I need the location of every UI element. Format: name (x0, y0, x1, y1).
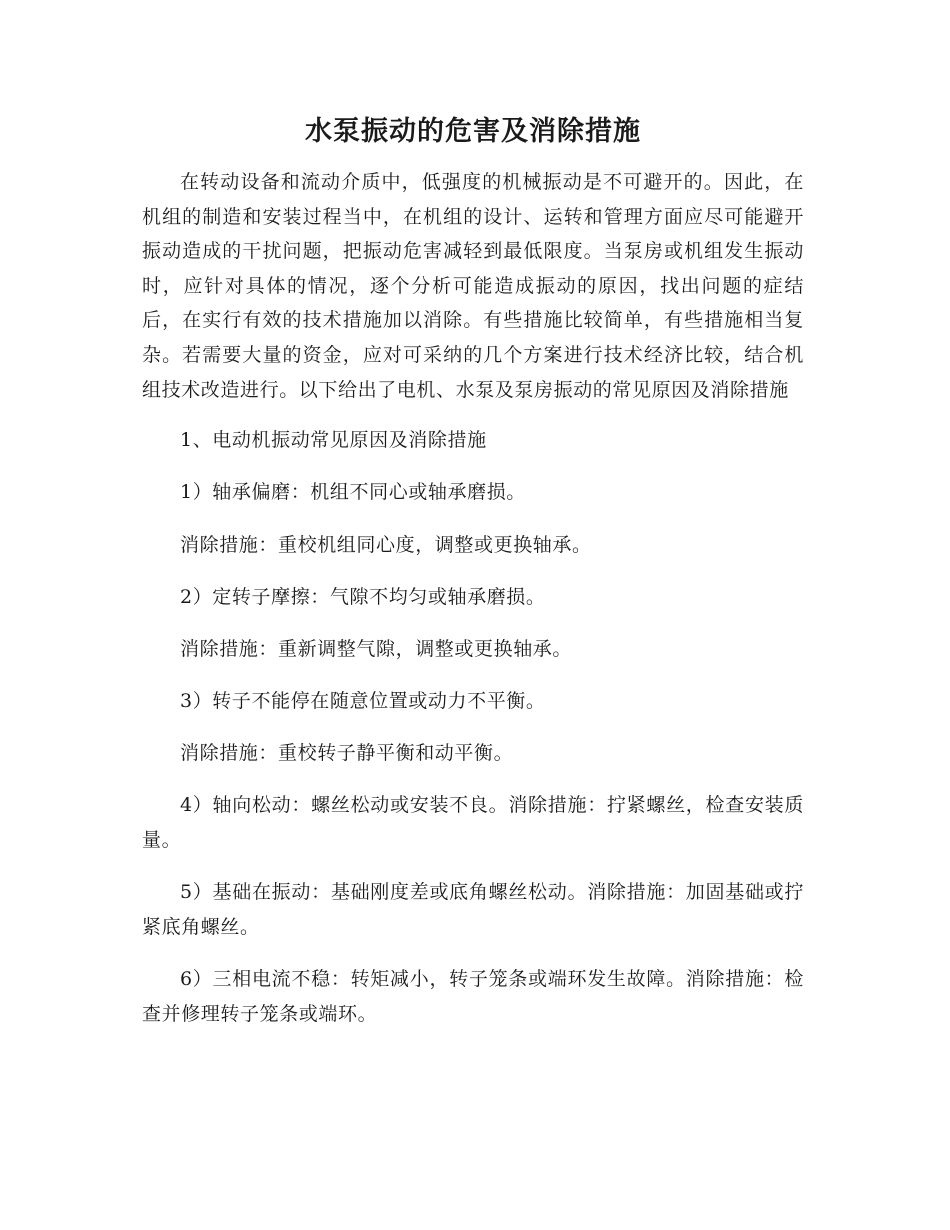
cause-item-1: 1）轴承偏磨：机组不同心或轴承磨损。 (180, 481, 526, 504)
cause-remedy-item-4: 4）轴向松动：螺丝松动或安装不良。消除措施：拧紧螺丝，检查安装质量。 (142, 794, 804, 852)
cause-item-3: 3）转子不能停在随意位置或动力不平衡。 (180, 690, 546, 713)
remedy-item-1: 消除措施：重校机组同心度，调整或更换轴承。 (180, 533, 592, 556)
section-heading-motor: 1、电动机振动常见原因及消除措施 (180, 429, 487, 452)
intro-paragraph: 在转动设备和流动介质中，低强度的机械振动是不可避开的。因此，在机组的制造和安装过程当中，在机组的设计、运转和管理方面应尽可能避开振动造成的干扰问题，把振动危害减轻到最低限度。当泵房或机组发生振动时，应针对具体的情况，逐个分析可能造成振动的原因，找出问题的症结后，在实行有效的技术措施加以消除。有些措施比较简单，有些措施相当复杂。若需要大量的资金，应对可采纳的几个方案进行技术经济比较，结合机组技术改造进行。以下给出了电机、水泵及泵房振动的常见原因及消除措施 (142, 171, 804, 401)
document-page (142, 0, 804, 1031)
cause-remedy-item-6: 6）三相电流不稳：转矩减小，转子笼条或端环发生故障。消除措施：检查并修理转子笼条或端环。 (142, 968, 804, 1025)
cause-remedy-item-5: 5）基础在振动：基础刚度差或底角螺丝松动。消除措施：加固基础或拧紧底角螺丝。 (142, 881, 804, 938)
document-title: 水泵振动的危害及消除措施 (305, 116, 641, 147)
remedy-item-3: 消除措施：重校转子静平衡和动平衡。 (180, 742, 514, 765)
cause-item-2: 2）定转子摩擦：气隙不均匀或轴承磨损。 (180, 585, 546, 608)
remedy-item-2: 消除措施：重新调整气隙，调整或更换轴承。 (180, 637, 573, 660)
